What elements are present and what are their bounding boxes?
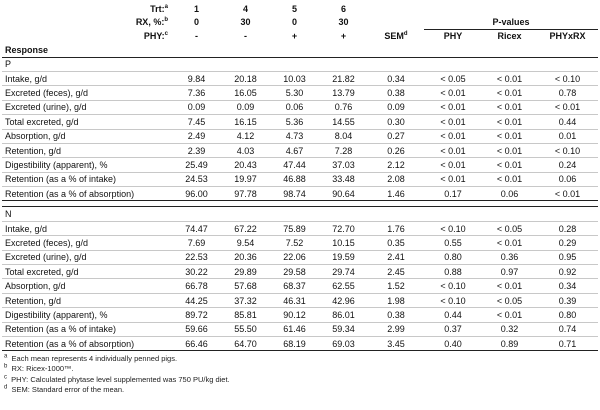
mean-value: 37.03 xyxy=(319,158,368,172)
sem-value: 0.35 xyxy=(368,236,424,250)
rx-1: 0 xyxy=(193,17,199,28)
mean-value: 55.50 xyxy=(221,322,270,336)
mean-value: 72.70 xyxy=(319,221,368,235)
mean-value: 42.96 xyxy=(319,293,368,307)
row-label: Retention, g/d xyxy=(2,143,172,157)
p-value: 0.89 xyxy=(482,336,537,350)
row-label: Excreted (feces), g/d xyxy=(2,86,172,100)
mean-value: 0.76 xyxy=(319,100,368,114)
sem-value: 0.09 xyxy=(368,100,424,114)
p-value: < 0.10 xyxy=(424,293,482,307)
mean-value: 85.81 xyxy=(221,308,270,322)
table-row xyxy=(2,322,598,336)
sem-value: 0.38 xyxy=(368,86,424,100)
p-value: 0.17 xyxy=(424,187,482,201)
mean-value: 33.48 xyxy=(319,172,368,186)
mean-value: 22.06 xyxy=(270,250,319,264)
phy-4: - xyxy=(244,31,247,42)
footnote-mark: d xyxy=(4,384,8,391)
sem-value: 1.52 xyxy=(368,279,424,293)
table-row xyxy=(2,308,598,322)
footnote-mark: a xyxy=(4,353,8,360)
p-value: 0.88 xyxy=(424,265,482,279)
pv-phyxrx-header: PHYxRX xyxy=(549,31,586,42)
row-label: Intake, g/d xyxy=(2,71,172,85)
mean-value: 16.15 xyxy=(221,115,270,129)
mean-value: 5.36 xyxy=(270,115,319,129)
mean-value: 24.53 xyxy=(172,172,221,186)
row-label: Retention (as a % of absorption) xyxy=(2,336,172,350)
p-value: < 0.01 xyxy=(482,172,537,186)
row-label: Retention (as a % of absorption) xyxy=(2,187,172,201)
p-value: 0.01 xyxy=(537,129,598,143)
sem-value: 2.12 xyxy=(368,158,424,172)
row-label: Retention (as a % of intake) xyxy=(2,172,172,186)
mean-value: 4.12 xyxy=(221,129,270,143)
mean-value: 90.12 xyxy=(270,308,319,322)
p-value: 0.78 xyxy=(537,86,598,100)
p-value: < 0.01 xyxy=(424,158,482,172)
sem-value: 1.76 xyxy=(368,221,424,235)
pv-phy-header: PHY xyxy=(443,31,463,42)
p-value: 0.34 xyxy=(537,279,598,293)
mean-value: 29.89 xyxy=(221,265,270,279)
mean-value: 25.49 xyxy=(172,158,221,172)
row-label: Absorption, g/d xyxy=(2,279,172,293)
sem-value: 1.98 xyxy=(368,293,424,307)
p-value: 0.80 xyxy=(537,308,598,322)
p-value: < 0.01 xyxy=(482,236,537,250)
row-label: Excreted (urine), g/d xyxy=(2,250,172,264)
table-row xyxy=(2,187,598,201)
table-row xyxy=(2,236,598,250)
p-value: 0.44 xyxy=(537,115,598,129)
mean-value: 67.22 xyxy=(221,221,270,235)
mean-value: 66.78 xyxy=(172,279,221,293)
mean-value: 7.52 xyxy=(270,236,319,250)
mean-value: 30.22 xyxy=(172,265,221,279)
p-value: < 0.01 xyxy=(482,100,537,114)
mean-value: 10.03 xyxy=(270,71,319,85)
p-value: < 0.01 xyxy=(482,86,537,100)
footnote-mark: c xyxy=(4,374,7,381)
p-value: < 0.01 xyxy=(482,115,537,129)
p-value: < 0.10 xyxy=(424,221,482,235)
rx-row xyxy=(2,15,598,29)
row-label: Excreted (feces), g/d xyxy=(2,236,172,250)
phy-label: PHY:$^c$ xyxy=(143,31,168,42)
p-value: 0.37 xyxy=(424,322,482,336)
rx-6: 30 xyxy=(338,17,349,28)
p-value: 0.36 xyxy=(482,250,537,264)
trt-label: Trt:$^a$ xyxy=(150,3,168,14)
p-value: < 0.01 xyxy=(482,71,537,85)
mean-value: 2.39 xyxy=(172,143,221,157)
table-row xyxy=(2,86,598,100)
table-row xyxy=(2,129,598,143)
mean-value: 59.34 xyxy=(319,322,368,336)
mean-value: 21.82 xyxy=(319,71,368,85)
mean-value: 20.18 xyxy=(221,71,270,85)
mean-value: 13.79 xyxy=(319,86,368,100)
mean-value: 61.46 xyxy=(270,322,319,336)
mean-value: 62.55 xyxy=(319,279,368,293)
p-value: 0.74 xyxy=(537,322,598,336)
mean-value: 74.47 xyxy=(172,221,221,235)
sem-value: 2.08 xyxy=(368,172,424,186)
row-label: Retention, g/d xyxy=(2,293,172,307)
trt-6: 6 xyxy=(340,3,346,14)
mean-value: 9.54 xyxy=(221,236,270,250)
p-value: < 0.01 xyxy=(482,129,537,143)
trt-1: 1 xyxy=(193,3,199,14)
sem-value: 1.46 xyxy=(368,187,424,201)
footnote-text: PHY: Calculated phytase level supplemented was 750 PU/kg diet. xyxy=(11,374,230,384)
p-value: < 0.05 xyxy=(482,221,537,235)
table-row xyxy=(2,71,598,85)
section-header-row xyxy=(2,207,598,221)
footnote-mark: b xyxy=(4,363,8,370)
mean-value: 0.09 xyxy=(172,100,221,114)
mean-value: 9.84 xyxy=(172,71,221,85)
rx-4: 30 xyxy=(240,17,251,28)
mean-value: 29.74 xyxy=(319,265,368,279)
table-row xyxy=(2,115,598,129)
mean-value: 7.36 xyxy=(172,86,221,100)
table-row xyxy=(2,100,598,114)
table-row xyxy=(2,293,598,307)
footnotes xyxy=(4,354,594,396)
mean-value: 7.28 xyxy=(319,143,368,157)
mean-value: 89.72 xyxy=(172,308,221,322)
p-value: 0.44 xyxy=(424,308,482,322)
p-value: < 0.10 xyxy=(537,143,598,157)
mean-value: 20.36 xyxy=(221,250,270,264)
sem-header: SEM$^d$ xyxy=(384,31,408,42)
mean-value: 57.68 xyxy=(221,279,270,293)
mean-value: 0.09 xyxy=(221,100,270,114)
rx-label: RX, %:$^b$ xyxy=(135,17,168,28)
footnote-text: RX: Ricex-1000™. xyxy=(11,364,74,374)
p-value: < 0.01 xyxy=(424,115,482,129)
section-name: P xyxy=(2,57,172,71)
mean-value: 0.06 xyxy=(270,100,319,114)
p-value: < 0.01 xyxy=(424,172,482,186)
mean-value: 7.45 xyxy=(172,115,221,129)
p-value: 0.71 xyxy=(537,336,598,350)
p-value: < 0.01 xyxy=(482,279,537,293)
p-value: 0.55 xyxy=(424,236,482,250)
p-value: 0.32 xyxy=(482,322,537,336)
p-value: 0.24 xyxy=(537,158,598,172)
p-value: 0.95 xyxy=(537,250,598,264)
sem-value: 0.27 xyxy=(368,129,424,143)
mean-value: 69.03 xyxy=(319,336,368,350)
table-row xyxy=(2,250,598,264)
p-value: < 0.10 xyxy=(424,279,482,293)
mean-value: 47.44 xyxy=(270,158,319,172)
mean-value: 68.19 xyxy=(270,336,319,350)
mean-value: 5.30 xyxy=(270,86,319,100)
phy-5: + xyxy=(291,31,298,42)
mean-value: 19.59 xyxy=(319,250,368,264)
mean-value: 86.01 xyxy=(319,308,368,322)
sem-value: 3.45 xyxy=(368,336,424,350)
p-value: < 0.01 xyxy=(424,100,482,114)
mean-value: 75.89 xyxy=(270,221,319,235)
mean-value: 44.25 xyxy=(172,293,221,307)
mean-value: 20.43 xyxy=(221,158,270,172)
p-value: 0.80 xyxy=(424,250,482,264)
mean-value: 8.04 xyxy=(319,129,368,143)
mean-value: 90.64 xyxy=(319,187,368,201)
table-row xyxy=(2,221,598,235)
footnote-text: Each mean represents 4 individually penned pigs. xyxy=(11,354,178,363)
p-value: < 0.01 xyxy=(424,129,482,143)
section-name: N xyxy=(2,207,172,221)
table-row xyxy=(2,143,598,157)
mean-value: 14.55 xyxy=(319,115,368,129)
mean-value: 46.31 xyxy=(270,293,319,307)
footnote xyxy=(4,385,594,395)
mean-value: 29.58 xyxy=(270,265,319,279)
row-label: Retention (as a % of intake) xyxy=(2,322,172,336)
pv-ricex-header: Ricex xyxy=(497,31,522,42)
mean-value: 2.49 xyxy=(172,129,221,143)
phy-1: - xyxy=(195,31,198,42)
row-label: Digestibility (apparent), % xyxy=(2,158,172,172)
mean-value: 10.15 xyxy=(319,236,368,250)
footnote-text: SEM: Standard error of the mean. xyxy=(11,385,125,395)
trt-4: 4 xyxy=(242,3,248,14)
row-label: Total excreted, g/d xyxy=(2,265,172,279)
mean-value: 66.46 xyxy=(172,336,221,350)
mean-value: 19.97 xyxy=(221,172,270,186)
sem-value: 0.34 xyxy=(368,71,424,85)
section-header-row xyxy=(2,57,598,71)
p-value: < 0.01 xyxy=(424,86,482,100)
mean-value: 59.66 xyxy=(172,322,221,336)
mean-value: 4.67 xyxy=(270,143,319,157)
results-table xyxy=(2,2,598,351)
sem-value: 2.45 xyxy=(368,265,424,279)
mean-value: 16.05 xyxy=(221,86,270,100)
mean-value: 98.74 xyxy=(270,187,319,201)
table-row xyxy=(2,265,598,279)
p-value: < 0.01 xyxy=(424,143,482,157)
mean-value: 4.03 xyxy=(221,143,270,157)
mean-value: 46.88 xyxy=(270,172,319,186)
footnote xyxy=(4,375,594,385)
p-value: < 0.05 xyxy=(482,293,537,307)
p-value: < 0.01 xyxy=(482,308,537,322)
row-label: Intake, g/d xyxy=(2,221,172,235)
mean-value: 4.73 xyxy=(270,129,319,143)
p-value: < 0.05 xyxy=(424,71,482,85)
table-row xyxy=(2,158,598,172)
phy-6: + xyxy=(340,31,347,42)
table-row xyxy=(2,336,598,350)
p-value: 0.06 xyxy=(482,187,537,201)
p-value: < 0.01 xyxy=(482,158,537,172)
p-value: 0.40 xyxy=(424,336,482,350)
p-value: 0.29 xyxy=(537,236,598,250)
sem-value: 0.38 xyxy=(368,308,424,322)
sem-value: 0.26 xyxy=(368,143,424,157)
footnote xyxy=(4,364,594,374)
rx-5: 0 xyxy=(291,17,297,28)
row-label: Digestibility (apparent), % xyxy=(2,308,172,322)
p-value: < 0.01 xyxy=(537,187,598,201)
row-label: Excreted (urine), g/d xyxy=(2,100,172,114)
p-value: 0.06 xyxy=(537,172,598,186)
response-row xyxy=(2,43,598,57)
mean-value: 96.00 xyxy=(172,187,221,201)
table-row xyxy=(2,279,598,293)
p-value: 0.39 xyxy=(537,293,598,307)
sem-value: 2.41 xyxy=(368,250,424,264)
phy-row xyxy=(2,29,598,43)
p-value: < 0.01 xyxy=(482,143,537,157)
p-value: < 0.01 xyxy=(537,100,598,114)
mean-value: 64.70 xyxy=(221,336,270,350)
mean-value: 37.32 xyxy=(221,293,270,307)
p-value: 0.97 xyxy=(482,265,537,279)
p-value: < 0.10 xyxy=(537,71,598,85)
trt-5: 5 xyxy=(291,3,297,14)
mean-value: 22.53 xyxy=(172,250,221,264)
row-label: Absorption, g/d xyxy=(2,129,172,143)
mean-value: 97.78 xyxy=(221,187,270,201)
p-value: 0.28 xyxy=(537,221,598,235)
p-value: 0.92 xyxy=(537,265,598,279)
mean-value: 68.37 xyxy=(270,279,319,293)
row-label: Total excreted, g/d xyxy=(2,115,172,129)
table-row xyxy=(2,172,598,186)
trt-row xyxy=(2,2,598,15)
sem-value: 0.30 xyxy=(368,115,424,129)
footnote xyxy=(4,354,594,364)
mean-value: 7.69 xyxy=(172,236,221,250)
sem-value: 2.99 xyxy=(368,322,424,336)
response-label: Response xyxy=(2,43,172,57)
pvalues-header: P-values xyxy=(424,15,598,29)
